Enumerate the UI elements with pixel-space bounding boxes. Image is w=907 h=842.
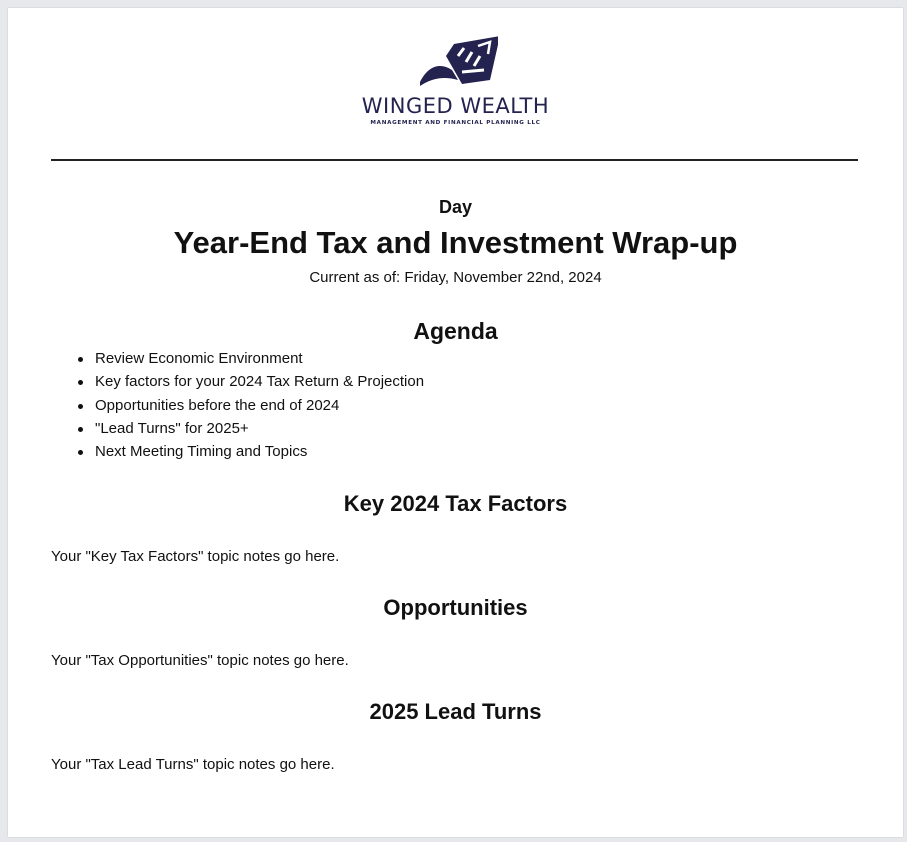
opportunities-heading: Opportunities (383, 595, 528, 620)
logo-tagline: MANAGEMENT AND FINANCIAL PLANNING LLC (370, 120, 541, 126)
agenda-item: Key factors for your 2024 Tax Return & Projection (95, 372, 424, 395)
agenda-item: Opportunities before the end of 2024 (95, 396, 424, 419)
agenda-item: "Lead Turns" for 2025+ (95, 419, 424, 442)
agenda-item: Review Economic Environment (95, 349, 424, 372)
lead-turns-heading: 2025 Lead Turns (369, 699, 542, 724)
opportunities-note: Your "Tax Opportunities" topic notes go here. (51, 652, 349, 669)
lead-turns-note: Your "Tax Lead Turns" topic notes go here. (51, 756, 335, 773)
company-logo (358, 36, 553, 132)
day-label: Day (438, 197, 473, 217)
logo-name: WINGED WEALTH (361, 94, 550, 118)
agenda-item: Next Meeting Timing and Topics (95, 442, 424, 465)
winged-shoe-icon (418, 36, 498, 90)
header-divider (51, 159, 858, 161)
page-title: Year-End Tax and Investment Wrap-up (173, 225, 738, 260)
key-tax-factors-heading: Key 2024 Tax Factors (343, 491, 568, 516)
agenda-list (95, 349, 424, 465)
agenda-heading: Agenda (413, 318, 498, 344)
key-tax-factors-note: Your "Key Tax Factors" topic notes go here. (51, 548, 340, 565)
current-as-of: Current as of: Friday, November 22nd, 2024 (309, 269, 602, 286)
document-page (8, 8, 903, 837)
